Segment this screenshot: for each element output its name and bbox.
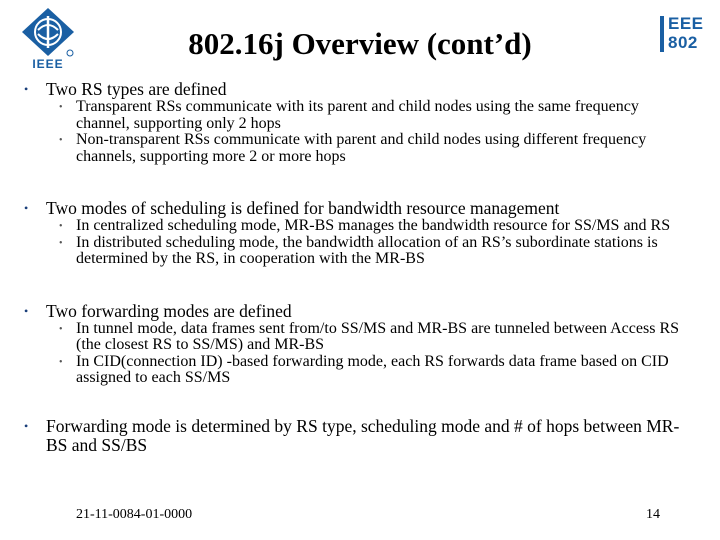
logo-bar-icon xyxy=(660,16,664,52)
sub-bullet-text: Transparent RSs communicate with its parent and child nodes using the same frequency channel, supporting only 2 hops xyxy=(76,98,639,132)
ieee-802-logo-line2: 802 xyxy=(668,33,698,52)
ieee-logo-text: IEEE xyxy=(32,57,64,70)
sub-bullet-item xyxy=(20,321,680,354)
sub-bullet-dot-icon: • xyxy=(59,221,63,232)
sub-bullet-dot-icon: • xyxy=(59,323,63,335)
sub-bullet-text: Non-transparent RSs communicate with parent and child nodes using different frequency channels, supporting more 2 or more hops xyxy=(76,131,647,165)
sub-bullet-text: In CID(connection ID) -based forwarding mode, each RS forwards data frame based on CID assigned to each SS/MS xyxy=(76,352,669,386)
bullet-dot-icon: • xyxy=(24,418,29,433)
bullet-item xyxy=(20,417,680,455)
bullet-text: Two modes of scheduling is defined for bandwidth resource management xyxy=(46,198,560,218)
ieee-802-logo xyxy=(658,14,704,56)
bullet-text: Two RS types are defined xyxy=(46,79,227,99)
sub-bullet-text: In tunnel mode, data frames sent from/to SS/MS and MR-BS are tunneled between Access RS (the closest RS to SS/MS) and MR-BS xyxy=(76,319,680,353)
sub-bullet-text: In distributed scheduling mode, the bandwidth allocation of an RS’s subordinate stations is determined by the RS, in cooperation with the MR-BS xyxy=(76,233,658,267)
bullet-dot-icon: • xyxy=(24,82,29,96)
sub-bullet-item xyxy=(20,235,680,268)
sub-bullet-dot-icon: • xyxy=(59,356,63,368)
bullet-item xyxy=(20,80,680,99)
sub-bullet-dot-icon: • xyxy=(59,135,63,146)
bullet-item xyxy=(20,302,680,321)
page-number: 14 xyxy=(646,507,660,522)
bullet-dot-icon: • xyxy=(24,303,29,318)
sub-bullet-item xyxy=(20,99,680,132)
bullet-item xyxy=(20,199,680,218)
bullet-text: Two forwarding modes are defined xyxy=(46,300,292,321)
sub-bullet-dot-icon: • xyxy=(59,102,63,113)
ieee-802-logo-line1: EEE xyxy=(668,14,704,33)
ieee-802-logo-text xyxy=(668,14,704,52)
sub-bullet-item xyxy=(20,132,680,165)
bullet-dot-icon: • xyxy=(24,201,29,215)
document-number: 21-11-0084-01-0000 xyxy=(76,507,193,522)
ieee-logo xyxy=(16,6,80,70)
sub-bullet-dot-icon: • xyxy=(59,237,63,249)
slide-title: 802.16j Overview (cont’d) xyxy=(188,26,532,61)
ieee-diamond-icon xyxy=(16,6,80,70)
slide-body xyxy=(20,80,680,455)
sub-bullet-item xyxy=(20,218,680,235)
bullet-text: Forwarding mode is determined by RS type, scheduling mode and # of hops between MR-BS and SS/BS xyxy=(46,415,680,455)
sub-bullet-item xyxy=(20,354,680,387)
sub-bullet-text: In centralized scheduling mode, MR-BS manages the bandwidth resource for SS/MS and RS xyxy=(76,217,671,234)
